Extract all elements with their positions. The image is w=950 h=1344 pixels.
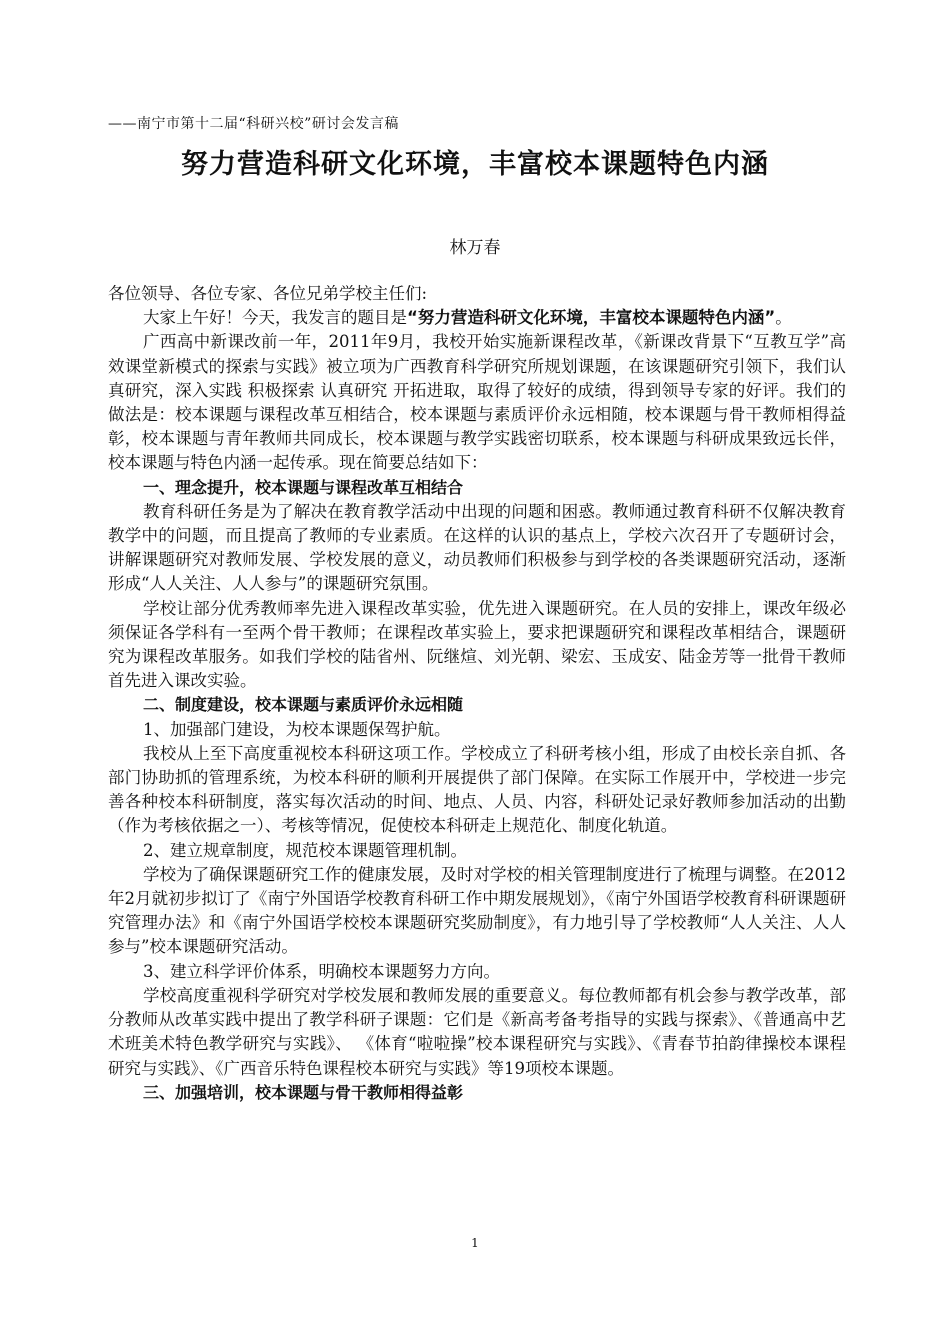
intro-end: 。 xyxy=(775,308,792,328)
section-heading-3: 三、加强培训，校本课题与骨干教师相得益彰 xyxy=(143,1082,464,1102)
intro-topic: “努力营造科研文化环境，丰富校本课题特色内涵” xyxy=(407,308,776,328)
background-paragraph: 广西高中新课改前一年，2011年9月，我校开始实施新课程改革，《新课改背景下“互教互学”高效课堂新模式的探索与实践》被立项为广西教育科学研究所规划课题，在该课题研究引领下，我们认真研究，深入实践 积极探索 认真研究 开拓进取，取得了较好的成绩，得到领导专家的好评。我们的做法是：校本课题与课程改革互相结合，校本课题与素质评价永远相随，校本课题与骨干教师相得益彰，校本课题与青年教师共同成长，校本课题与教学实践密切联系，校本课题与科研成果致远长伴，校本课题与特色内涵一起传承。现在简要总结如下： xyxy=(108,332,846,473)
paragraph: 学校高度重视科学研究对学校发展和教师发展的重要意义。每位教师都有机会参与教学改革，部分教师从改革实践中提出了教学科研子课题：它们是《新高考备考指导的实践与探索》、《普通高中艺术班美术特色教学研究与实践》、 《体育“啦啦操”校本课程研究与实践》、《青春节拍韵律操校本课程研究与实践》、《广西音乐特色课程校本研究与实践》等19项校本课题。 xyxy=(108,985,846,1078)
page-number: 1 xyxy=(471,1236,479,1250)
section-heading-1: 一、理念提升，校本课题与课程改革互相结合 xyxy=(143,477,464,497)
section-heading-2: 二、制度建设，校本课题与素质评价永远相随 xyxy=(143,695,464,715)
author-name: 林万春 xyxy=(449,238,501,258)
paragraph: 我校从上至下高度重视校本科研这项工作。学校成立了科研考核小组，形成了由校长亲自抓、各部门协助抓的管理系统，为校本科研的顺利开展提供了部门保障。在实际工作展开中，学校进一步完善各种校本科研制度，落实每次活动的时间、地点、人员、内容，科研处记录好教师参加活动的出勤（作为考核依据之一）、考核等情况，促使校本科研走上规范化、制度化轨道。 xyxy=(108,743,846,836)
paragraph: 教育科研任务是为了解决在教育教学活动中出现的问题和困惑。教师通过教育科研不仅解决教育教学中的问题，而且提高了教师的专业素质。在这样的认识的基点上，学校六次召开了专题研讨会，讲解课题研究对教师发展、学校发展的意义，动员教师们积极参与到学校的各类课题研究活动，逐渐形成“人人关注、人人参与”的课题研究氛围。 xyxy=(108,501,846,594)
paragraph: 学校让部分优秀教师率先进入课程改革实验，优先进入课题研究。在人员的安排上，课改年级必须保证各学科有一至两个骨干教师；在课程改革实验上，要求把课题研究和课程改革相结合，课题研究为课程改革服务。如我们学校的陆省州、阮继煊、刘光朝、梁宏、玉成安、陆金芳等一批骨干教师首先进入课改实验。 xyxy=(108,598,846,691)
document-title: 努力营造科研文化环境，丰富校本课题特色内涵 xyxy=(181,149,769,180)
subheading: 2、建立规章制度，规范校本课题管理机制。 xyxy=(143,840,467,860)
subheading: 3、建立科学评价体系，明确校本课题努力方向。 xyxy=(143,961,500,981)
intro-paragraph xyxy=(108,306,846,330)
intro-lead: 大家上午好！今天，我发言的题目是 xyxy=(143,308,407,328)
document-body xyxy=(108,282,846,1105)
paragraph: 学校为了确保课题研究工作的健康发展，及时对学校的相关管理制度进行了梳理与调整。在2012年2月就初步拟订了《南宁外国语学校教育科研工作中期发展规划》，《南宁外国语学校教育科研课题研究管理办法》和《南宁外国语学校校本课题研究奖励制度》，有力地引导了学校教师“人人关注、人人参与”校本课题研究活动。 xyxy=(108,864,846,957)
salutation: 各位领导、各位专家、各位兄弟学校主任们: xyxy=(108,284,428,303)
speech-subtitle: ——南宁市第十二届“科研兴校”研讨会发言稿 xyxy=(108,116,399,132)
subheading: 1、加强部门建设，为校本课题保驾护航。 xyxy=(143,719,451,739)
